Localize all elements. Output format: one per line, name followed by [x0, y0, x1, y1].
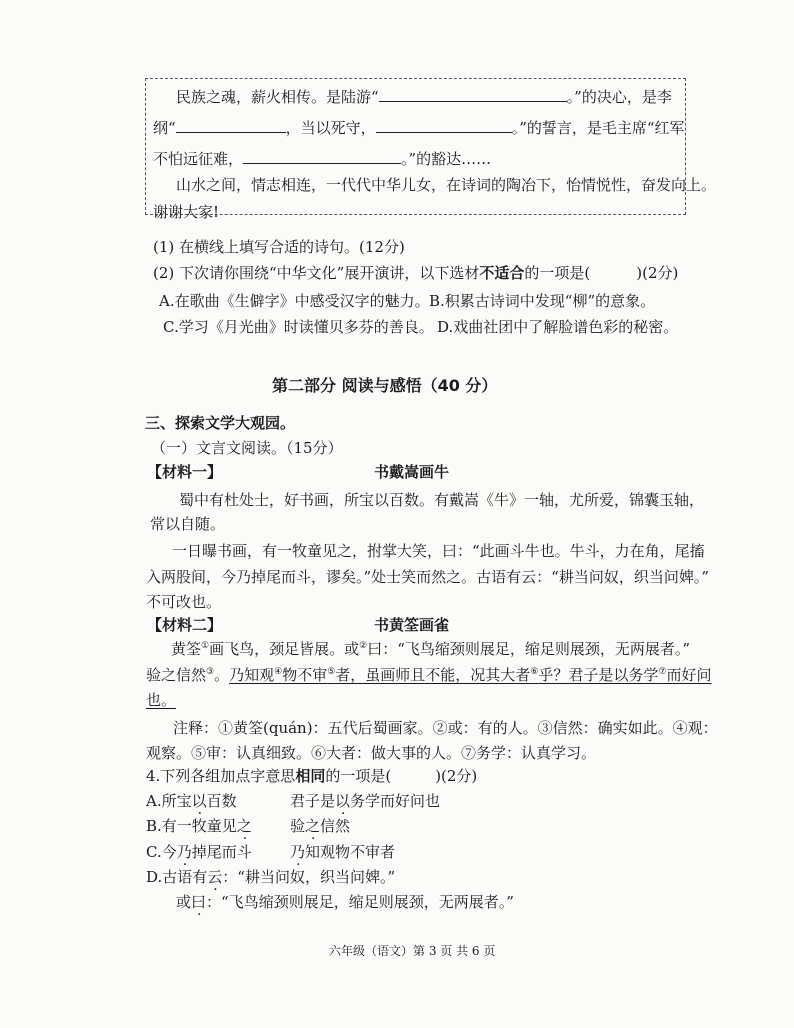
fill-blank-1[interactable]	[379, 87, 567, 102]
material-1-p1-line1: 蜀中有杜处士，好书画，所宝以百数。有戴嵩《牛》一轴，尤所爱，锦囊玉轴，	[179, 491, 705, 509]
q4-option-c-right: 乃知观物不审者	[290, 843, 396, 861]
dotted-char: 以	[191, 792, 207, 810]
box-line-1-tail: 。”的决心，是李	[566, 88, 672, 106]
fill-blank-4[interactable]	[243, 149, 401, 164]
material-1-p1-line2: 常以自随。	[150, 515, 226, 533]
dotted-char: 以	[335, 792, 351, 810]
material-1-title: 书戴嵩画牛	[374, 463, 450, 481]
box-line-3-tail: 。”的豁达……	[401, 150, 492, 168]
section-3-heading: 三、探索文学大观园。	[145, 414, 296, 432]
subsection-1-heading: （一）文言文阅读。（15分）	[151, 439, 343, 457]
option-c: C.学习《月光曲》时读懂贝多芬的善良。	[163, 318, 434, 336]
page-footer: 六年级（语文）第 3 页 共 6 页	[329, 944, 496, 958]
box-line-2-tail: 。”的誓言，是毛主席“红军	[511, 119, 685, 137]
option-a: A.在歌曲《生僻字》中感受汉字的魅力。	[159, 292, 430, 310]
question-1: (1) 在横线上填写合适的诗句。(12分)	[153, 238, 405, 256]
question-2-tail: 的一项是(	[524, 264, 591, 282]
material-2-title: 书黄筌画雀	[374, 616, 450, 634]
box-line-2	[153, 117, 685, 138]
box-line-3	[153, 148, 491, 169]
material-1-p2-line2: 入两股间，今乃掉尾而斗，谬矣。”处士笑而然之。古语有云：“耕当问奴，织当问婢。”	[146, 568, 710, 586]
dotted-char: 曰	[191, 893, 207, 911]
box-line-1-text: 民族之魂，薪火相传。是陆游“	[176, 88, 379, 106]
fill-blank-3[interactable]	[376, 118, 512, 133]
box-line-1	[176, 86, 672, 107]
box-line-3-text: 不怕远征难，	[153, 150, 244, 168]
q4-option-b-right: 验之信然	[290, 817, 351, 835]
annotation-line1: 注释：①黄筌(quán)：五代后蜀画家。②或：有的人。③信然：确实如此。④观：	[173, 719, 718, 737]
material-1-p2-line3: 不可改也。	[146, 593, 222, 611]
question-2	[153, 262, 678, 283]
material-1-p2-line1: 一日曝书画，有一牧童见之，拊掌大笑，曰：“此画斗牛也。牛斗，力在角，尾搐	[172, 542, 705, 560]
q4-option-c-left: C.今乃掉尾而斗	[146, 843, 252, 861]
option-b: B.积累古诗词中发现“柳”的意象。	[429, 292, 656, 310]
box-line-2-mid: ，当以死守，	[285, 119, 376, 137]
fill-blank-2[interactable]	[176, 118, 286, 133]
material-1-label: 【材料一】	[147, 463, 223, 481]
part-2-heading: 第二部分 阅读与感悟（40 分）	[272, 376, 498, 395]
box-line-2-text: 纲“	[153, 119, 176, 137]
dotted-char: 之	[236, 817, 252, 835]
annotation-line2: 观察。⑤审：认真细致。⑥大者：做大事的人。⑦务学：认真学习。	[146, 744, 597, 762]
q4-option-a-left: A.所宝以百数	[146, 792, 237, 810]
dotted-char: 乃	[290, 843, 306, 861]
q4-option-a-right: 君子是以务学而好问也	[290, 792, 441, 810]
question-4: 4.下列各组加点字意思相同的一项是( )(2分)	[146, 767, 478, 785]
dotted-char: 之	[305, 817, 321, 835]
question-2-text: (2) 下次请你围绕“中华文化”展开演讲，以下选材	[153, 264, 480, 282]
q4-option-d-line2: 或曰：“飞鸟缩颈则展足，缩足则展颈，无两展者。”	[176, 893, 514, 911]
material-2-line3: 也。	[146, 691, 177, 709]
question-2-score: )(2分)	[636, 264, 679, 282]
question-2-emphasis: 不适合	[479, 264, 525, 282]
q4-option-d-line1: D.古语有云：“耕当问奴，织当问婢。”	[146, 868, 396, 886]
dotted-char: 乃	[176, 843, 192, 861]
box-line-4: 山水之间，情志相连，一代代中华儿女，在诗词的陶冶下，怡情悦性，奋发向上。	[176, 176, 717, 194]
material-2-line1: 黄筌①画飞鸟，颈足皆展。或②曰：“飞鸟缩颈则展足，缩足则展颈，无两展者。”	[171, 640, 691, 658]
option-d: D.戏曲社团中了解脸谱色彩的秘密。	[437, 318, 679, 336]
box-line-5: 谢谢大家!	[153, 203, 220, 221]
q4-option-b-left: B.有一牧童见之	[146, 817, 252, 835]
dotted-char: 云	[207, 868, 223, 886]
material-2-line2: 验之信然③。乃知观④物不审⑤者，虽画师且不能，况其大者⑥乎？君子是以务学⑦而好问	[146, 666, 712, 684]
underlined-sentence: 乃知观④物不审⑤者，虽画师且不能，况其大者⑥乎？君子是以务学⑦而好问	[229, 666, 712, 684]
question-4-emphasis: 相同	[295, 767, 326, 785]
material-2-label: 【材料二】	[147, 616, 223, 634]
